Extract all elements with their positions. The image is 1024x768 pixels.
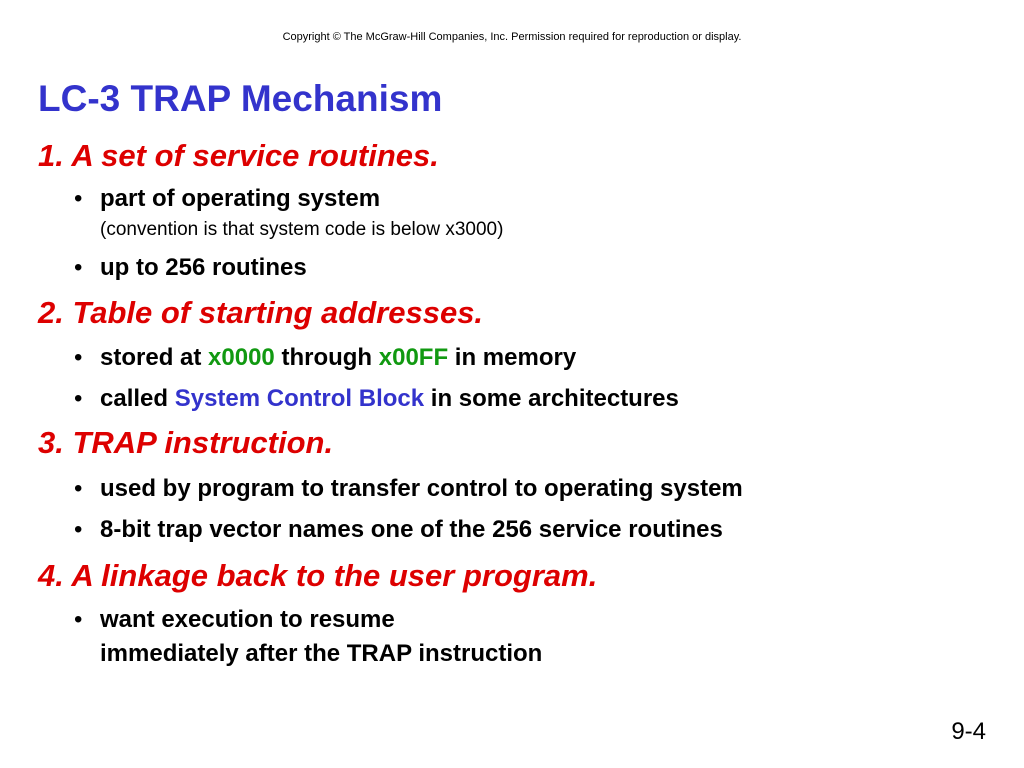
bullet-icon: •: [74, 385, 83, 412]
section-heading-3: 3. TRAP instruction.: [38, 425, 334, 460]
address-start: x0000: [208, 344, 275, 371]
bullet-item: [74, 516, 723, 544]
bullet-text-post: in some architectures: [424, 385, 679, 412]
bullet-icon: •: [74, 344, 83, 371]
bullet-item: [74, 385, 679, 413]
bullet-text-post: in memory: [448, 344, 577, 371]
section-heading-4: 4. A linkage back to the user program.: [38, 558, 598, 593]
bullet-item: [74, 344, 576, 372]
section-heading-1: 1. A set of service routines.: [38, 138, 439, 173]
bullet-note: (convention is that system code is below x3000): [100, 219, 504, 240]
slide-title: LC-3 TRAP Mechanism: [38, 78, 443, 119]
bullet-continuation: immediately after the TRAP instruction: [100, 640, 543, 667]
bullet-text-pre: called: [100, 385, 175, 412]
copyright-notice: Copyright © The McGraw-Hill Companies, Inc. Permission required for reproduction or display.: [282, 31, 742, 43]
bullet-item: [74, 606, 395, 634]
bullet-text: part of operating system: [100, 185, 381, 212]
page-number: 9-4: [951, 718, 986, 745]
bullet-item: [74, 254, 307, 282]
bullet-item: [74, 475, 743, 503]
bullet-text: up to 256 routines: [100, 254, 307, 281]
address-end: x00FF: [378, 344, 449, 371]
bullet-icon: •: [74, 185, 83, 212]
bullet-text: 8-bit trap vector names one of the 256 service routines: [100, 516, 723, 543]
bullet-text-pre: stored at: [100, 344, 209, 371]
section-heading-2: 2. Table of starting addresses.: [38, 295, 484, 330]
bullet-icon: •: [74, 606, 83, 633]
bullet-text: used by program to transfer control to operating system: [100, 475, 743, 502]
bullet-icon: •: [74, 475, 83, 502]
system-control-block-term: System Control Block: [174, 385, 425, 412]
bullet-item: [74, 185, 380, 213]
bullet-text: want execution to resume: [100, 606, 395, 633]
bullet-icon: •: [74, 254, 83, 281]
bullet-icon: •: [74, 516, 83, 543]
bullet-text-mid: through: [274, 344, 379, 371]
